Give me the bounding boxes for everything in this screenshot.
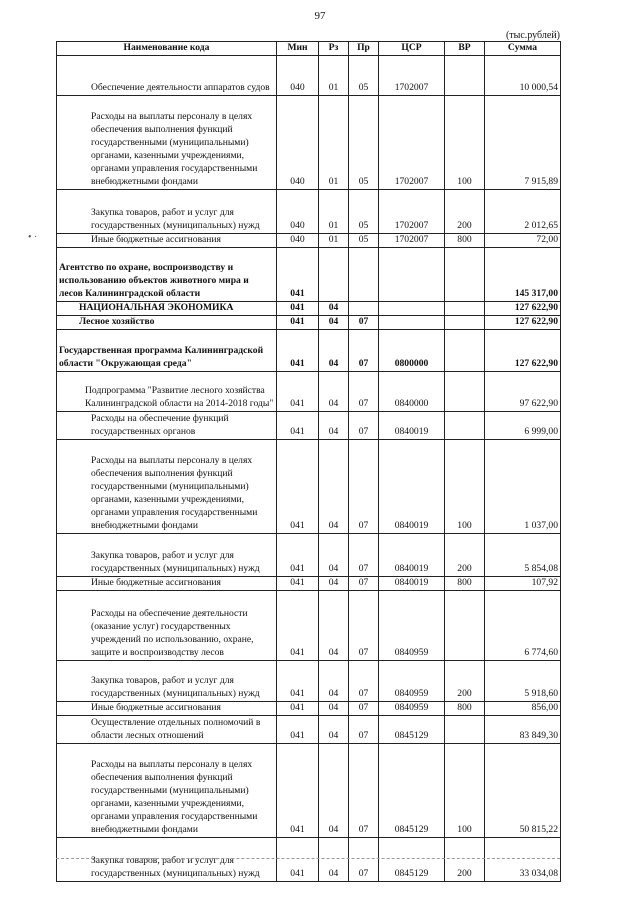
row-vr: 800	[445, 701, 485, 715]
row-pr: 07	[349, 315, 379, 329]
row-rz: 04	[319, 315, 349, 329]
row-min: 040	[277, 233, 319, 247]
row-sum: 5 918,60	[485, 660, 561, 701]
row-name: Иные бюджетные ассигнования	[57, 233, 277, 247]
table-row	[57, 371, 561, 411]
row-sum: 6 999,00	[485, 411, 561, 439]
header-name: Наименование кода	[57, 42, 277, 56]
row-name: Расходы на обеспечение деятельности (оказание услуг) государственных учреждений по использованию, охране, защите и воспроизводству лесов	[57, 590, 277, 660]
header-vr: ВР	[445, 42, 485, 56]
row-csr: 0840000	[379, 371, 445, 411]
row-vr: 100	[445, 439, 485, 533]
row-rz: 04	[319, 533, 349, 576]
table-row	[57, 576, 561, 590]
row-rz: 04	[319, 743, 349, 837]
row-name: Государственная программа Калининградской области "Окружающая среда"	[57, 329, 277, 371]
row-csr: 1702007	[379, 95, 445, 189]
row-sum: 1 037,00	[485, 439, 561, 533]
header-pr: Пр	[349, 42, 379, 56]
row-name: Иные бюджетные ассигнования	[57, 576, 277, 590]
row-vr: 800	[445, 576, 485, 590]
row-pr	[349, 301, 379, 315]
row-min: 041	[277, 576, 319, 590]
row-rz: 04	[319, 576, 349, 590]
row-rz: 01	[319, 233, 349, 247]
row-rz: 04	[319, 301, 349, 315]
scan-mark: • ·	[28, 232, 38, 243]
table-header-row	[57, 42, 561, 56]
row-rz: 04	[319, 837, 349, 881]
row-pr: 07	[349, 743, 379, 837]
row-pr: 05	[349, 55, 379, 95]
row-sum: 127 622,90	[485, 301, 561, 315]
row-rz: 04	[319, 371, 349, 411]
row-csr: 0845129	[379, 743, 445, 837]
row-csr: 1702007	[379, 233, 445, 247]
row-sum: 145 317,00	[485, 247, 561, 301]
row-pr: 07	[349, 837, 379, 881]
table-row	[57, 590, 561, 660]
row-csr	[379, 247, 445, 301]
row-name: Расходы на обеспечение функций государственных органов	[57, 411, 277, 439]
row-csr: 0840019	[379, 439, 445, 533]
table-row	[57, 329, 561, 371]
table-row	[57, 95, 561, 189]
row-vr: 200	[445, 660, 485, 701]
table-row	[57, 743, 561, 837]
table-row	[57, 837, 561, 881]
units-label: (тыс.рублей)	[505, 30, 560, 41]
row-pr: 07	[349, 590, 379, 660]
row-pr: 07	[349, 533, 379, 576]
row-vr	[445, 715, 485, 743]
row-name: Расходы на выплаты персоналу в целях обеспечения выполнения функций государственными (муниципальными) органами, казенными учреждениями, органами управления государственными внебюджетными фондами	[57, 95, 277, 189]
row-csr: 0840959	[379, 660, 445, 701]
row-pr: 05	[349, 95, 379, 189]
row-name: Закупка товаров, работ и услуг для государственных (муниципальных) нужд	[57, 189, 277, 233]
row-csr: 0845129	[379, 715, 445, 743]
row-pr: 07	[349, 411, 379, 439]
row-pr: 05	[349, 233, 379, 247]
row-rz: 04	[319, 715, 349, 743]
row-pr: 07	[349, 439, 379, 533]
row-csr: 0840019	[379, 576, 445, 590]
row-name: Закупка товаров, работ и услуг для государственных (муниципальных) нужд	[57, 660, 277, 701]
row-min: 040	[277, 55, 319, 95]
row-vr: 100	[445, 743, 485, 837]
row-sum: 127 622,90	[485, 315, 561, 329]
header-sum: Сумма	[485, 42, 561, 56]
table-row	[57, 301, 561, 315]
row-vr: 200	[445, 533, 485, 576]
row-sum: 107,92	[485, 576, 561, 590]
table-row	[57, 55, 561, 95]
row-vr: 800	[445, 233, 485, 247]
row-min: 041	[277, 411, 319, 439]
row-pr: 07	[349, 660, 379, 701]
row-csr	[379, 315, 445, 329]
row-rz: 04	[319, 701, 349, 715]
row-vr: 200	[445, 189, 485, 233]
row-sum: 6 774,60	[485, 590, 561, 660]
row-sum: 2 012,65	[485, 189, 561, 233]
row-sum: 83 849,30	[485, 715, 561, 743]
row-min: 041	[277, 837, 319, 881]
row-name: Расходы на выплаты персоналу в целях обеспечения выполнения функций государственными (муниципальными) органами, казенными учреждениями, органами управления государственными внебюджетными фондами	[57, 439, 277, 533]
row-sum: 10 000,54	[485, 55, 561, 95]
row-min: 041	[277, 315, 319, 329]
row-csr: 0840019	[379, 411, 445, 439]
row-rz	[319, 247, 349, 301]
table-row	[57, 660, 561, 701]
row-sum: 72,00	[485, 233, 561, 247]
row-vr	[445, 329, 485, 371]
row-name: Закупка товаров, работ и услуг для государственных (муниципальных) нужд	[57, 533, 277, 576]
row-min: 041	[277, 439, 319, 533]
row-name: НАЦИОНАЛЬНАЯ ЭКОНОМИКА	[57, 301, 277, 315]
row-csr: 0800000	[379, 329, 445, 371]
row-rz: 01	[319, 189, 349, 233]
table-row	[57, 233, 561, 247]
row-rz: 04	[319, 411, 349, 439]
row-vr	[445, 301, 485, 315]
row-vr	[445, 411, 485, 439]
row-rz: 04	[319, 660, 349, 701]
table-row	[57, 439, 561, 533]
row-min: 041	[277, 590, 319, 660]
row-min: 040	[277, 95, 319, 189]
row-name: Осуществление отдельных полномочий в области лесных отношений	[57, 715, 277, 743]
row-min: 041	[277, 301, 319, 315]
row-min: 041	[277, 533, 319, 576]
row-csr: 0840019	[379, 533, 445, 576]
row-min: 041	[277, 247, 319, 301]
row-min: 041	[277, 715, 319, 743]
row-min: 041	[277, 660, 319, 701]
row-rz: 04	[319, 439, 349, 533]
row-vr: 100	[445, 95, 485, 189]
row-csr	[379, 301, 445, 315]
row-pr: 05	[349, 189, 379, 233]
table-row	[57, 189, 561, 233]
budget-table	[56, 41, 561, 882]
row-rz: 01	[319, 55, 349, 95]
row-min: 041	[277, 329, 319, 371]
table-row	[57, 411, 561, 439]
row-vr	[445, 55, 485, 95]
row-pr	[349, 247, 379, 301]
table-row	[57, 701, 561, 715]
row-csr: 0840959	[379, 590, 445, 660]
row-pr: 07	[349, 701, 379, 715]
row-min: 041	[277, 371, 319, 411]
row-csr: 1702007	[379, 189, 445, 233]
row-vr	[445, 371, 485, 411]
table-row	[57, 715, 561, 743]
row-sum: 5 854,08	[485, 533, 561, 576]
row-vr: 200	[445, 837, 485, 881]
row-csr: 0840959	[379, 701, 445, 715]
row-pr: 07	[349, 371, 379, 411]
table-row	[57, 533, 561, 576]
row-vr	[445, 247, 485, 301]
bottom-rule	[56, 858, 560, 859]
table-row	[57, 247, 561, 301]
table-row	[57, 315, 561, 329]
header-csr: ЦСР	[379, 42, 445, 56]
row-pr: 07	[349, 329, 379, 371]
row-min: 040	[277, 189, 319, 233]
row-name: Агентство по охране, воспроизводству и использованию объектов животного мира и лесов Калининградской области	[57, 247, 277, 301]
row-vr	[445, 590, 485, 660]
row-name: Расходы на выплаты персоналу в целях обеспечения выполнения функций государственными (муниципальными) органами, казенными учреждениями, органами управления государственными внебюджетными фондами	[57, 743, 277, 837]
row-name: Обеспечение деятельности аппаратов судов	[57, 55, 277, 95]
row-rz: 01	[319, 95, 349, 189]
row-csr: 1702007	[379, 55, 445, 95]
row-pr: 07	[349, 576, 379, 590]
row-name: Иные бюджетные ассигнования	[57, 701, 277, 715]
page-number: 97	[314, 10, 326, 22]
row-rz: 04	[319, 590, 349, 660]
header-rz: Рз	[319, 42, 349, 56]
row-min: 041	[277, 743, 319, 837]
row-csr: 0845129	[379, 837, 445, 881]
row-pr: 07	[349, 715, 379, 743]
row-rz: 04	[319, 329, 349, 371]
header-min: Мин	[277, 42, 319, 56]
row-sum: 7 915,89	[485, 95, 561, 189]
row-sum: 50 815,22	[485, 743, 561, 837]
row-sum: 33 034,08	[485, 837, 561, 881]
row-name: Закупка товаров, работ и услуг для государственных (муниципальных) нужд	[57, 837, 277, 881]
row-name: Лесное хозяйство	[57, 315, 277, 329]
row-sum: 127 622,90	[485, 329, 561, 371]
row-sum: 97 622,90	[485, 371, 561, 411]
row-name: Подпрограмма "Развитие лесного хозяйства Калининградской области на 2014-2018 годы"	[57, 371, 277, 411]
row-vr	[445, 315, 485, 329]
row-sum: 856,00	[485, 701, 561, 715]
row-min: 041	[277, 701, 319, 715]
